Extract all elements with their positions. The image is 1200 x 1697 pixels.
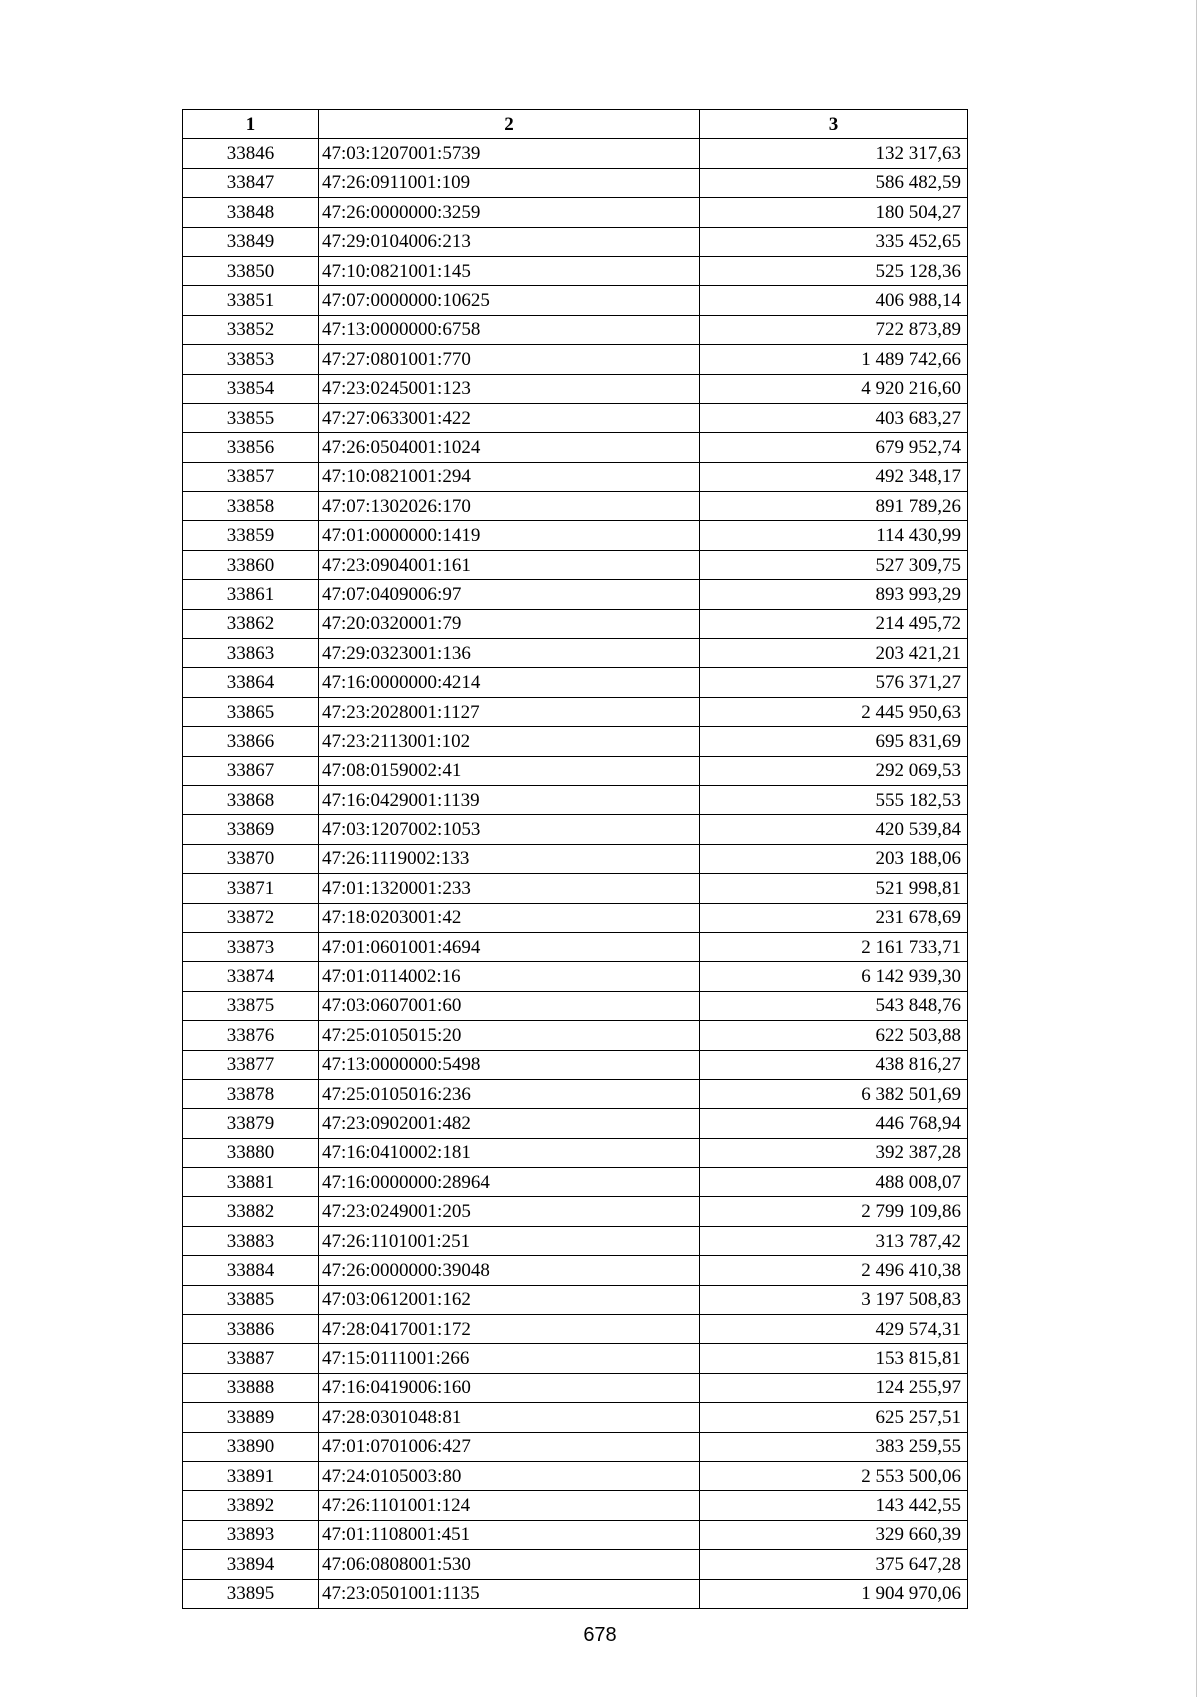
row-number-cell: 33863 (183, 639, 319, 668)
table-row (183, 1373, 968, 1402)
value-cell: 1 489 742,66 (700, 345, 968, 374)
value-cell: 527 309,75 (700, 550, 968, 579)
header-row (183, 110, 968, 139)
cadastral-number-cell: 47:26:0000000:3259 (319, 198, 700, 227)
row-number-cell: 33854 (183, 374, 319, 403)
table-row (183, 227, 968, 256)
row-number-cell: 33859 (183, 521, 319, 550)
cadastral-number-cell: 47:10:0821001:294 (319, 462, 700, 491)
cadastral-number-cell: 47:01:1108001:451 (319, 1520, 700, 1549)
cadastral-number-cell: 47:06:0808001:530 (319, 1550, 700, 1579)
row-number-cell: 33874 (183, 962, 319, 991)
cadastral-number-cell: 47:23:2113001:102 (319, 727, 700, 756)
row-number-cell: 33885 (183, 1285, 319, 1314)
row-number-cell: 33855 (183, 403, 319, 432)
cadastral-number-cell: 47:01:0601001:4694 (319, 932, 700, 961)
value-cell: 586 482,59 (700, 168, 968, 197)
table-row (183, 668, 968, 697)
row-number-cell: 33892 (183, 1491, 319, 1520)
row-number-cell: 33878 (183, 1079, 319, 1108)
cadastral-number-cell: 47:23:0249001:205 (319, 1197, 700, 1226)
value-cell: 2 496 410,38 (700, 1256, 968, 1285)
row-number-cell: 33879 (183, 1109, 319, 1138)
table-row (183, 139, 968, 168)
table-row (183, 844, 968, 873)
table-row (183, 521, 968, 550)
row-number-cell: 33891 (183, 1461, 319, 1490)
value-cell: 214 495,72 (700, 609, 968, 638)
cadastral-number-cell: 47:03:0607001:60 (319, 991, 700, 1020)
row-number-cell: 33865 (183, 697, 319, 726)
row-number-cell: 33850 (183, 256, 319, 285)
row-number-cell: 33869 (183, 815, 319, 844)
page-edge-divider (1196, 0, 1197, 1697)
value-cell: 375 647,28 (700, 1550, 968, 1579)
cadastral-number-cell: 47:27:0801001:770 (319, 345, 700, 374)
row-number-cell: 33880 (183, 1138, 319, 1167)
row-number-cell: 33883 (183, 1226, 319, 1255)
value-cell: 203 421,21 (700, 639, 968, 668)
cadastral-number-cell: 47:28:0301048:81 (319, 1403, 700, 1432)
row-number-cell: 33861 (183, 580, 319, 609)
cadastral-number-cell: 47:27:0633001:422 (319, 403, 700, 432)
row-number-cell: 33868 (183, 785, 319, 814)
cadastral-number-cell: 47:03:1207001:5739 (319, 139, 700, 168)
value-cell: 891 789,26 (700, 492, 968, 521)
table-row (183, 1109, 968, 1138)
row-number-cell: 33852 (183, 315, 319, 344)
table-row (183, 168, 968, 197)
value-cell: 893 993,29 (700, 580, 968, 609)
cadastral-number-cell: 47:23:2028001:1127 (319, 697, 700, 726)
value-cell: 420 539,84 (700, 815, 968, 844)
value-cell: 3 197 508,83 (700, 1285, 968, 1314)
row-number-cell: 33857 (183, 462, 319, 491)
table-row (183, 815, 968, 844)
cadastral-number-cell: 47:07:1302026:170 (319, 492, 700, 521)
value-cell: 679 952,74 (700, 433, 968, 462)
value-cell: 180 504,27 (700, 198, 968, 227)
row-number-cell: 33887 (183, 1344, 319, 1373)
row-number-cell: 33871 (183, 874, 319, 903)
value-cell: 2 799 109,86 (700, 1197, 968, 1226)
row-number-cell: 33884 (183, 1256, 319, 1285)
cadastral-number-cell: 47:01:0114002:16 (319, 962, 700, 991)
row-number-cell: 33867 (183, 756, 319, 785)
table-row (183, 1550, 968, 1579)
value-cell: 406 988,14 (700, 286, 968, 315)
cadastral-number-cell: 47:13:0000000:5498 (319, 1050, 700, 1079)
table-row (183, 580, 968, 609)
value-cell: 6 142 939,30 (700, 962, 968, 991)
cadastral-number-cell: 47:23:0902001:482 (319, 1109, 700, 1138)
row-number-cell: 33858 (183, 492, 319, 521)
cadastral-number-cell: 47:01:1320001:233 (319, 874, 700, 903)
cadastral-number-cell: 47:25:0105015:20 (319, 1021, 700, 1050)
cadastral-number-cell: 47:10:0821001:145 (319, 256, 700, 285)
value-cell: 292 069,53 (700, 756, 968, 785)
value-cell: 403 683,27 (700, 403, 968, 432)
value-cell: 625 257,51 (700, 1403, 968, 1432)
table-row (183, 1197, 968, 1226)
table-row (183, 286, 968, 315)
row-number-cell: 33848 (183, 198, 319, 227)
row-number-cell: 33889 (183, 1403, 319, 1432)
table-row (183, 256, 968, 285)
value-cell: 438 816,27 (700, 1050, 968, 1079)
table-row (183, 785, 968, 814)
column-header-1: 1 (183, 110, 319, 139)
table-row (183, 1050, 968, 1079)
row-number-cell: 33893 (183, 1520, 319, 1549)
table-row (183, 462, 968, 491)
row-number-cell: 33864 (183, 668, 319, 697)
row-number-cell: 33881 (183, 1168, 319, 1197)
value-cell: 2 161 733,71 (700, 932, 968, 961)
value-cell: 622 503,88 (700, 1021, 968, 1050)
table-row (183, 374, 968, 403)
cadastral-number-cell: 47:23:0904001:161 (319, 550, 700, 579)
cadastral-number-cell: 47:16:0000000:4214 (319, 668, 700, 697)
row-number-cell: 33870 (183, 844, 319, 873)
table-row (183, 962, 968, 991)
cadastral-number-cell: 47:23:0245001:123 (319, 374, 700, 403)
value-cell: 132 317,63 (700, 139, 968, 168)
table-row (183, 198, 968, 227)
table-row (183, 1285, 968, 1314)
table-row (183, 315, 968, 344)
value-cell: 392 387,28 (700, 1138, 968, 1167)
row-number-cell: 33895 (183, 1579, 319, 1608)
row-number-cell: 33860 (183, 550, 319, 579)
cadastral-number-cell: 47:16:0000000:28964 (319, 1168, 700, 1197)
cadastral-number-cell: 47:26:0911001:109 (319, 168, 700, 197)
value-cell: 446 768,94 (700, 1109, 968, 1138)
cadastral-number-cell: 47:26:0504001:1024 (319, 433, 700, 462)
cadastral-number-cell: 47:07:0409006:97 (319, 580, 700, 609)
row-number-cell: 33847 (183, 168, 319, 197)
row-number-cell: 33849 (183, 227, 319, 256)
cadastral-number-cell: 47:16:0410002:181 (319, 1138, 700, 1167)
table-row (183, 1138, 968, 1167)
cadastral-number-cell: 47:26:1101001:251 (319, 1226, 700, 1255)
value-cell: 576 371,27 (700, 668, 968, 697)
row-number-cell: 33873 (183, 932, 319, 961)
cadastral-number-cell: 47:25:0105016:236 (319, 1079, 700, 1108)
value-cell: 521 998,81 (700, 874, 968, 903)
cadastral-number-cell: 47:24:0105003:80 (319, 1461, 700, 1490)
table-row (183, 932, 968, 961)
value-cell: 1 904 970,06 (700, 1579, 968, 1608)
column-header-3: 3 (700, 110, 968, 139)
row-number-cell: 33862 (183, 609, 319, 638)
cadastral-number-cell: 47:01:0000000:1419 (319, 521, 700, 550)
value-cell: 2 445 950,63 (700, 697, 968, 726)
table-row (183, 1579, 968, 1608)
row-number-cell: 33856 (183, 433, 319, 462)
value-cell: 543 848,76 (700, 991, 968, 1020)
table-row (183, 727, 968, 756)
cadastral-number-cell: 47:07:0000000:10625 (319, 286, 700, 315)
table-row (183, 697, 968, 726)
value-cell: 6 382 501,69 (700, 1079, 968, 1108)
table-row (183, 1403, 968, 1432)
cadastral-number-cell: 47:18:0203001:42 (319, 903, 700, 932)
table-row (183, 433, 968, 462)
row-number-cell: 33875 (183, 991, 319, 1020)
cadastral-number-cell: 47:29:0104006:213 (319, 227, 700, 256)
value-cell: 555 182,53 (700, 785, 968, 814)
value-cell: 143 442,55 (700, 1491, 968, 1520)
value-cell: 313 787,42 (700, 1226, 968, 1255)
cadastral-number-cell: 47:13:0000000:6758 (319, 315, 700, 344)
table-row (183, 903, 968, 932)
table-row (183, 492, 968, 521)
table-row (183, 639, 968, 668)
table-row (183, 1461, 968, 1490)
value-cell: 4 920 216,60 (700, 374, 968, 403)
cadastral-number-cell: 47:03:1207002:1053 (319, 815, 700, 844)
cadastral-number-cell: 47:26:1101001:124 (319, 1491, 700, 1520)
table-row (183, 1432, 968, 1461)
table-row (183, 1315, 968, 1344)
cadastral-number-cell: 47:16:0429001:1139 (319, 785, 700, 814)
cadastral-number-cell: 47:08:0159002:41 (319, 756, 700, 785)
table-row (183, 1079, 968, 1108)
value-cell: 335 452,65 (700, 227, 968, 256)
row-number-cell: 33866 (183, 727, 319, 756)
cadastral-number-cell: 47:23:0501001:1135 (319, 1579, 700, 1608)
table-row (183, 1520, 968, 1549)
row-number-cell: 33851 (183, 286, 319, 315)
row-number-cell: 33890 (183, 1432, 319, 1461)
cadastral-number-cell: 47:26:1119002:133 (319, 844, 700, 873)
value-cell: 525 128,36 (700, 256, 968, 285)
row-number-cell: 33886 (183, 1315, 319, 1344)
row-number-cell: 33888 (183, 1373, 319, 1402)
table-row (183, 609, 968, 638)
row-number-cell: 33846 (183, 139, 319, 168)
cadastral-number-cell: 47:03:0612001:162 (319, 1285, 700, 1314)
row-number-cell: 33877 (183, 1050, 319, 1079)
table-row (183, 345, 968, 374)
value-cell: 695 831,69 (700, 727, 968, 756)
table-body (183, 139, 968, 1609)
row-number-cell: 33876 (183, 1021, 319, 1050)
table-row (183, 756, 968, 785)
value-cell: 429 574,31 (700, 1315, 968, 1344)
cadastral-value-table (182, 109, 968, 1609)
value-cell: 124 255,97 (700, 1373, 968, 1402)
value-cell: 153 815,81 (700, 1344, 968, 1373)
value-cell: 492 348,17 (700, 462, 968, 491)
value-cell: 329 660,39 (700, 1520, 968, 1549)
table-row (183, 403, 968, 432)
value-cell: 383 259,55 (700, 1432, 968, 1461)
table-row (183, 991, 968, 1020)
page-number: 678 (583, 1624, 617, 1646)
table-row (183, 1168, 968, 1197)
cadastral-number-cell: 47:15:0111001:266 (319, 1344, 700, 1373)
value-cell: 2 553 500,06 (700, 1461, 968, 1490)
value-cell: 488 008,07 (700, 1168, 968, 1197)
value-cell: 203 188,06 (700, 844, 968, 873)
row-number-cell: 33853 (183, 345, 319, 374)
value-cell: 231 678,69 (700, 903, 968, 932)
table-row (183, 550, 968, 579)
table-row (183, 874, 968, 903)
table-row (183, 1226, 968, 1255)
row-number-cell: 33882 (183, 1197, 319, 1226)
cadastral-number-cell: 47:16:0419006:160 (319, 1373, 700, 1402)
cadastral-number-cell: 47:28:0417001:172 (319, 1315, 700, 1344)
value-cell: 114 430,99 (700, 521, 968, 550)
table-row (183, 1344, 968, 1373)
table-row (183, 1021, 968, 1050)
column-header-2: 2 (319, 110, 700, 139)
value-cell: 722 873,89 (700, 315, 968, 344)
table-header (183, 110, 968, 139)
cadastral-number-cell: 47:29:0323001:136 (319, 639, 700, 668)
table-row (183, 1256, 968, 1285)
table-row (183, 1491, 968, 1520)
cadastral-number-cell: 47:20:0320001:79 (319, 609, 700, 638)
row-number-cell: 33894 (183, 1550, 319, 1579)
cadastral-number-cell: 47:26:0000000:39048 (319, 1256, 700, 1285)
row-number-cell: 33872 (183, 903, 319, 932)
cadastral-number-cell: 47:01:0701006:427 (319, 1432, 700, 1461)
